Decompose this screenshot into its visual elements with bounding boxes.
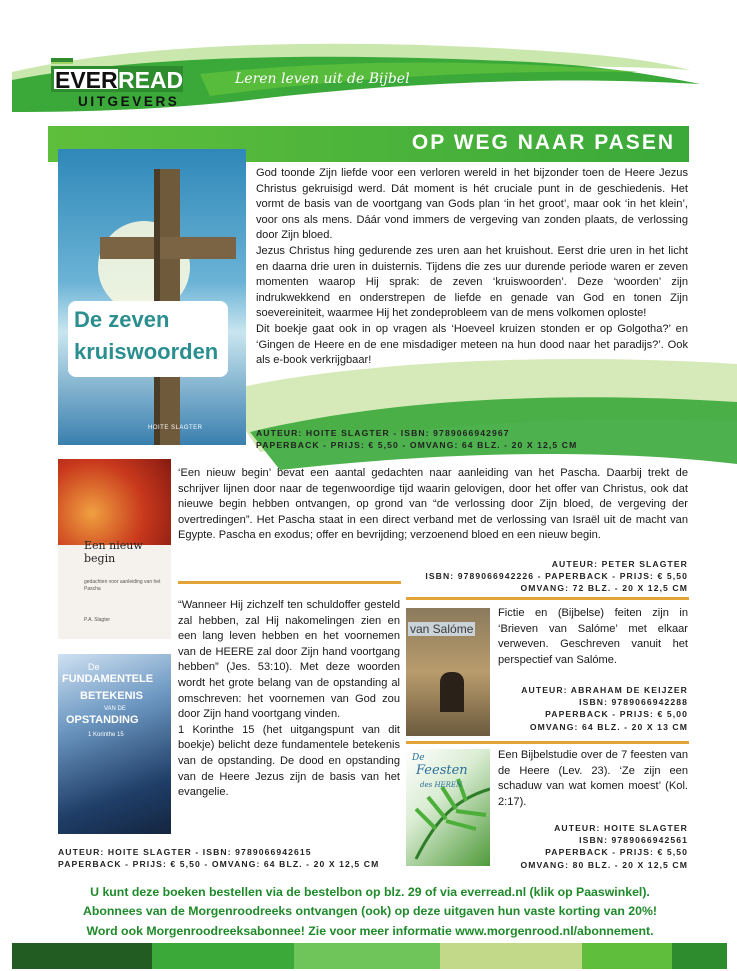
book3-meta-line2: PAPERBACK - PRIJS: € 5,50 - OMVANG: 64 BLZ. - 20 X 12,5 CM	[58, 859, 380, 870]
book3-paragraph: “Wanneer Hij zichzelf ten schuldoffer gesteld zal hebben, zal Hij nakomelingen zien en een lang leven hebben en het voornemen van de HEERE zal door Zijn hand voortgang hebben” (Jes. 53:10). Met deze woorden wordt het grote belang van de opstanding al omschreven: het voornemen van God zou door Zijn hand voortgang vinden.	[178, 599, 400, 721]
tagline: Leren leven uit de Bijbel	[235, 71, 410, 87]
book4-meta-line1: AUTEUR: ABRAHAM DE KEIJZER	[521, 685, 688, 695]
cover-title-line1: De	[412, 753, 425, 763]
book5-text: Een Bijbelstudie over de 7 feesten van de Heere (Lev. 23). ‘Ze zijn een schaduw van wat komen moest’ (Kol. 2:17).	[498, 749, 688, 808]
book4-meta	[498, 684, 688, 733]
order-info-line1: U kunt deze boeken bestellen via de bestelbon op blz. 29 of via everread.nl (klik op Paaswinkel).	[90, 885, 650, 899]
cover-title-line3: BETEKENIS	[80, 690, 143, 702]
book2-meta-line2: ISBN: 9789066942226 - PAPERBACK - PRIJS: € 5,50	[425, 571, 688, 582]
book5-meta-line3: PAPERBACK - PRIJS: € 5,50	[545, 847, 688, 858]
separator	[406, 597, 689, 600]
cover-title-line2: kruiswoorden	[74, 339, 219, 364]
book1-paragraph: Dit boekje gaat ook in op vragen als ‘Hoeveel kruizen stonden er op Golgotha?’ en ‘Gingen de Heere en de ene misdadiger meteen na hun dood naar het paradijs?’. Ook als e-book verkrijgbaar!	[256, 322, 688, 367]
middle-swoosh	[220, 352, 737, 472]
stripe	[12, 943, 152, 969]
cover-title-line2: Feesten	[416, 763, 468, 778]
logo-bar-light	[51, 62, 73, 64]
logo-word-ever: EVER	[55, 67, 118, 93]
book1-meta-line1: AUTEUR: HOITE SLAGTER - ISBN: 9789066942967	[256, 428, 510, 438]
cover-subtitle: gedachten voor aanleiding van het Pascha	[84, 579, 161, 592]
order-info-line3: Word ook Morgenroodreeksabonnee! Zie voor meer informatie www.morgenrood.nl/abonnement.	[86, 923, 654, 938]
book-cover-feesten	[406, 749, 490, 866]
page-title: OP WEG NAAR PASEN	[411, 131, 675, 154]
book4-description	[498, 606, 688, 668]
separator	[178, 581, 401, 584]
cover-title: Een nieuw begin	[84, 539, 143, 565]
book2-meta-line1: AUTEUR: PETER SLAGTER	[551, 559, 688, 569]
stripe	[672, 943, 727, 969]
book5-meta	[498, 822, 688, 871]
book1-description	[256, 166, 688, 369]
book3-meta-line1: AUTEUR: HOITE SLAGTER - ISBN: 9789066942615	[58, 847, 312, 857]
cover-title-line3: des HEREN	[420, 781, 463, 789]
book-cover-kruiswoorden	[58, 149, 246, 445]
cover-reference: 1 Korinthe 15	[88, 732, 124, 738]
book-cover-salome	[406, 608, 490, 736]
cover-title-line4: VAN DE	[104, 706, 126, 712]
cover-title-line5: OPSTANDING	[66, 714, 139, 726]
order-info	[48, 883, 692, 941]
book1-meta	[256, 427, 688, 451]
cross-image	[58, 149, 246, 445]
book-cover-opstanding	[58, 654, 171, 834]
stripe	[294, 943, 440, 969]
cover-author: HOITE SLAGTER	[148, 425, 203, 431]
book1-paragraph: God toonde Zijn liefde voor een verloren wereld in het bijzonder toen de Heere Jezus Christus gekruisigd werd. Dát moment is hét cruciale punt in de geschiedenis. Het vormt de basis van de voortgang van Gods plan ‘in het groot’, maar ook ‘in het klein’, voor ons als mens. Dáár vond immers de vergeving van zonden plaats, de verlossing door Zijn bloed.	[256, 167, 688, 242]
cover-title: van Salóme	[410, 622, 474, 636]
book2-meta	[378, 558, 688, 595]
logo-word-read: READ	[118, 67, 184, 93]
cover-author: P.A. Slagter	[84, 617, 111, 623]
book4-meta-line2: ISBN: 9789066942288	[579, 697, 688, 708]
color-stripes	[12, 943, 727, 969]
book4-text: Fictie en (Bijbelse) feiten zijn in ‘Brieven van Salóme’ met elkaar verweven. Geschreven vanuit het perspectief van Salóme.	[498, 607, 688, 666]
book1-paragraph: Jezus Christus hing gedurende zes uren aan het kruishout. Eerst drie uren in het licht en daarna drie uren in duisternis. Tijdens die zes uur durende periode waren er zeven momenten waarop Hij sprak: de zeven ‘kruiswoorden’. Deze ‘woorden’ zijn indrukwekkend en onderstrepen de liefde en genade van God en tonen Zijn soevereiniteit, waarmee Hij het zondeprobleem van de mens volkomen oploste!	[256, 244, 688, 320]
book3-paragraph: 1 Korinthe 15 (het uitgangspunt van dit boekje) belicht deze fundamentele betekenis van de opstanding. De dood en opstanding van de Heere Jezus zijn de basis van het evangelie.	[178, 723, 400, 799]
book5-meta-line1: AUTEUR: HOITE SLAGTER	[554, 823, 688, 833]
book4-meta-line3: PAPERBACK - PRIJS: € 5,00	[545, 709, 688, 720]
header-swoosh	[0, 0, 737, 130]
book1-meta-line2: PAPERBACK - PRIJS: € 5,50 - OMVANG: 64 BLZ. - 20 X 12,5 CM	[256, 440, 578, 451]
cover-title-line2: FUNDAMENTELE	[62, 673, 154, 685]
book2-description	[178, 466, 688, 544]
book5-description	[498, 748, 688, 810]
book2-meta-line3: OMVANG: 72 BLZ. - 20 X 12,5 CM	[520, 583, 688, 594]
stripe	[582, 943, 672, 969]
stripe	[440, 943, 582, 969]
book5-meta-line2: ISBN: 9789066942561	[579, 835, 688, 846]
cover-title-line1: De zeven	[74, 307, 170, 332]
book5-meta-line4: OMVANG: 80 BLZ. - 20 X 12,5 CM	[520, 859, 688, 870]
book3-meta	[58, 846, 403, 870]
cover-title-line1: De	[88, 662, 100, 672]
book3-description	[178, 598, 400, 801]
logo-subtitle: UITGEVERS	[78, 94, 180, 109]
stripe	[152, 943, 294, 969]
book2-text: ‘Een nieuw begin’ bevat een aantal gedachten naar aanleiding van het Pascha. Daarbij trekt de schrijver lijnen door naar de tegenwoordige tijd waarin gelovigen, door het offer van Christus, ook dat nieuwe begin hebben ontvangen, op grond van “de verlossing door Zijn bloed, de vergeving der overtredingen”. Het Pascha staat in een direct verband met de verlossing van Israël uit de macht van Egypte. Pascha en exodus; offer en bevrijding; verzoenend bloed en een nieuw begin.	[178, 467, 688, 542]
book4-meta-line4: OMVANG: 64 BLZ. - 20 X 13 CM	[529, 721, 688, 732]
order-info-line2: Abonnees van de Morgenroodreeks ontvangen (ook) op deze uitgaven hun vaste korting van 20%!	[83, 904, 657, 919]
separator	[406, 741, 689, 744]
cover-doorway	[440, 672, 464, 712]
book-cover-nieuw-begin	[58, 459, 171, 639]
